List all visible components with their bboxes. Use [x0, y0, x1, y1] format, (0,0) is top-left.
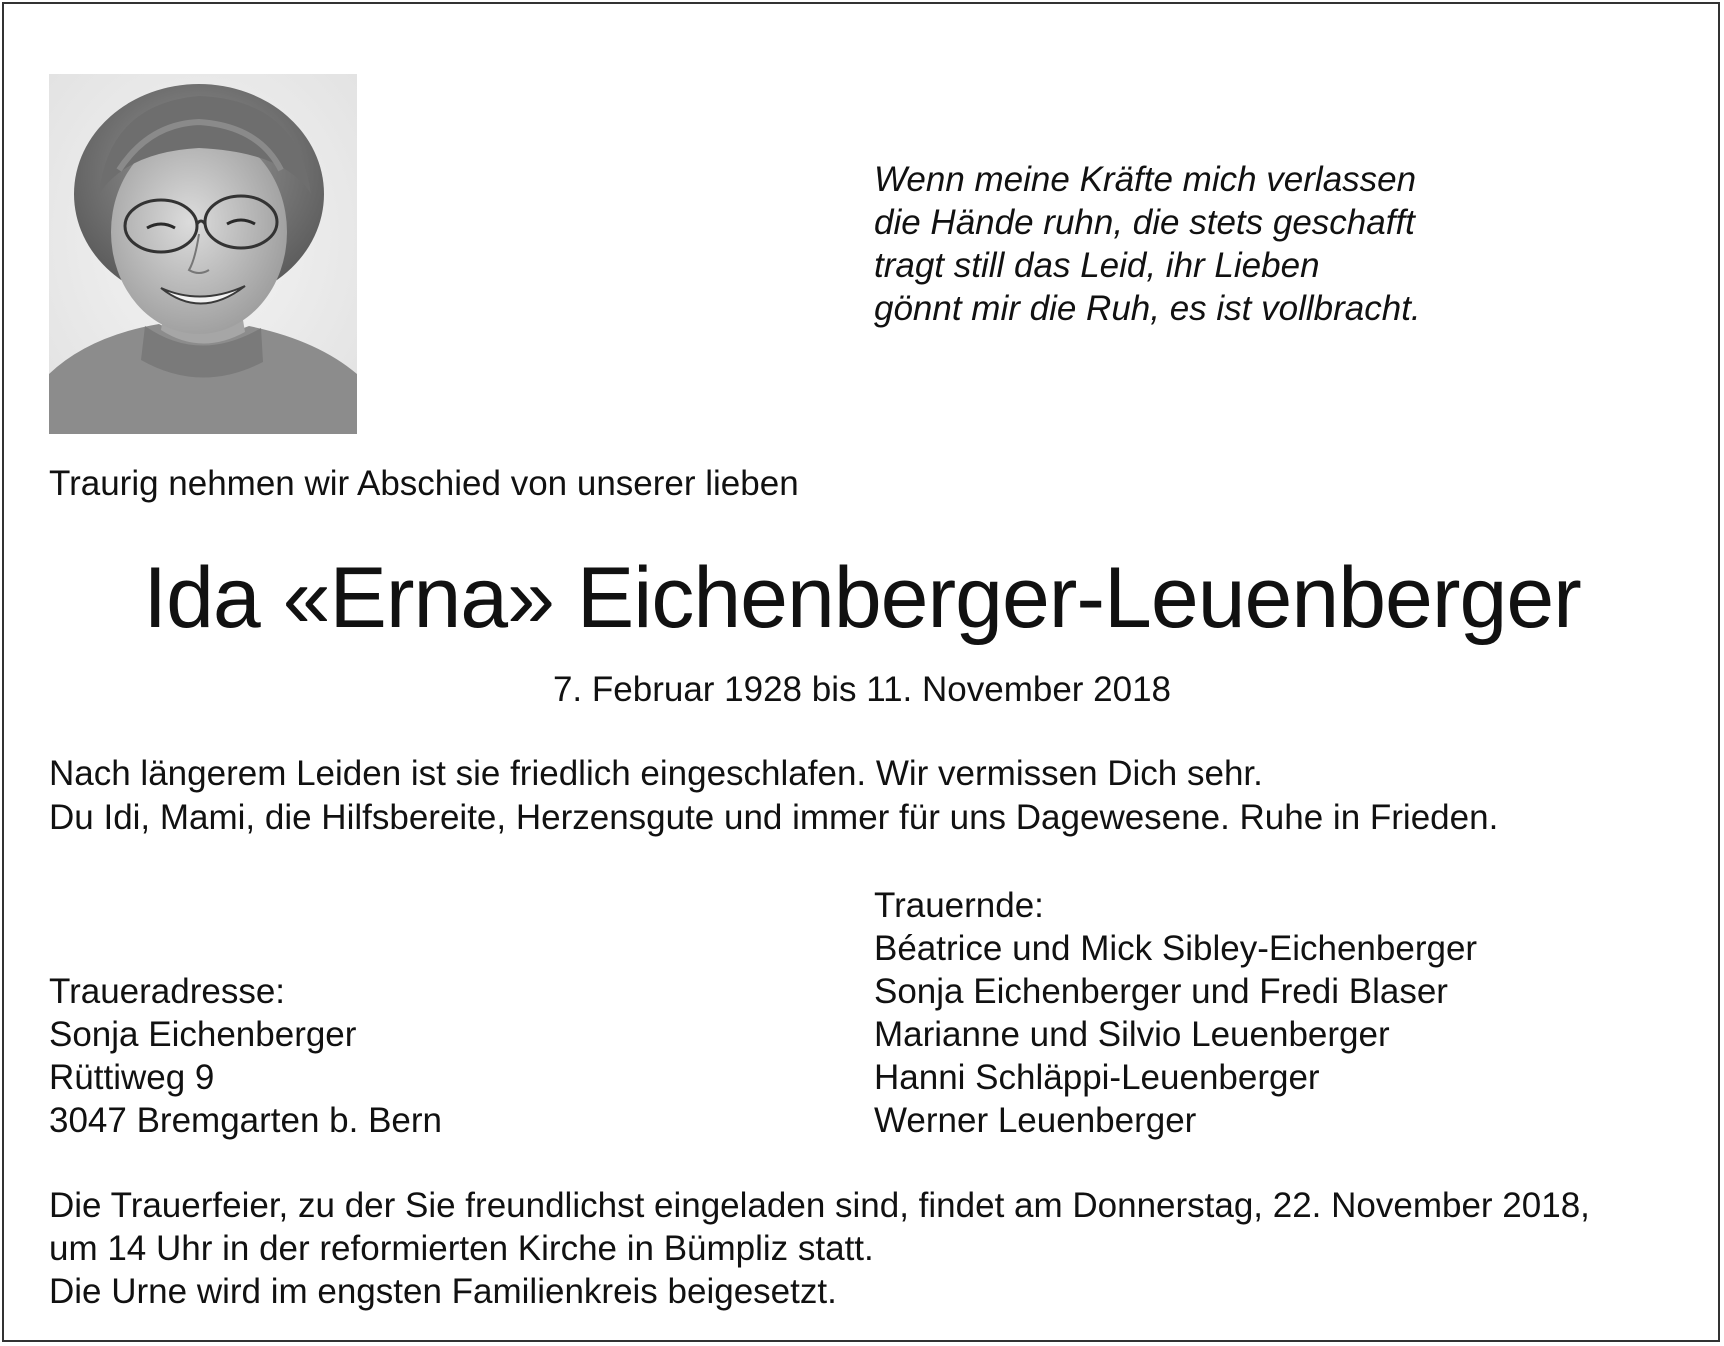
service-line: Die Urne wird im engsten Familienkreis beigesetzt.: [49, 1272, 837, 1311]
mourner-name: Hanni Schläppi-Leuenberger: [874, 1058, 1320, 1097]
mourner-name: Werner Leuenberger: [874, 1101, 1197, 1140]
service-line: um 14 Uhr in der reformierten Kirche in Bümpliz statt.: [49, 1229, 874, 1268]
poem-line: die Hände ruhn, die stets geschafft: [874, 203, 1415, 242]
life-dates: 7. Februar 1928 bis 11. November 2018: [552, 670, 1172, 709]
farewell-message: [49, 752, 1498, 840]
mourner-name: Marianne und Silvio Leuenberger: [874, 1015, 1390, 1054]
mourning-address: [49, 970, 442, 1142]
service-line: Die Trauerfeier, zu der Sie freundlichst eingeladen sind, findet am Donnerstag, 22. November 2018,: [49, 1186, 1590, 1225]
poem-line: Wenn meine Kräfte mich verlassen: [874, 160, 1417, 199]
deceased-name: Ida «Erna» Eichenberger-Leuenberger: [143, 550, 1581, 646]
mourners-label: Trauernde:: [874, 886, 1044, 925]
funeral-service-info: [49, 1184, 1590, 1313]
message-line: Du Idi, Mami, die Hilfsbereite, Herzensgute und immer für uns Dagewesene. Ruhe in Frieden.: [49, 798, 1499, 837]
mourners-list: [874, 884, 1477, 1142]
mourner-name: Béatrice und Mick Sibley-Eichenberger: [874, 929, 1478, 968]
portrait-photo: [49, 74, 357, 434]
intro-text: Traurig nehmen wir Abschied von unserer lieben: [49, 464, 799, 503]
message-line: Nach längerem Leiden ist sie friedlich eingeschlafen. Wir vermissen Dich sehr.: [49, 754, 1263, 793]
poem-line: gönnt mir die Ruh, es ist vollbracht.: [874, 289, 1421, 328]
address-label: Traueradresse:: [49, 972, 286, 1011]
memorial-poem: [874, 158, 1674, 330]
address-line: 3047 Bremgarten b. Bern: [49, 1101, 443, 1140]
mourner-name: Sonja Eichenberger und Fredi Blaser: [874, 972, 1448, 1011]
address-line: Sonja Eichenberger: [49, 1015, 357, 1054]
address-line: Rüttiweg 9: [49, 1058, 215, 1097]
poem-line: tragt still das Leid, ihr Lieben: [874, 246, 1320, 285]
